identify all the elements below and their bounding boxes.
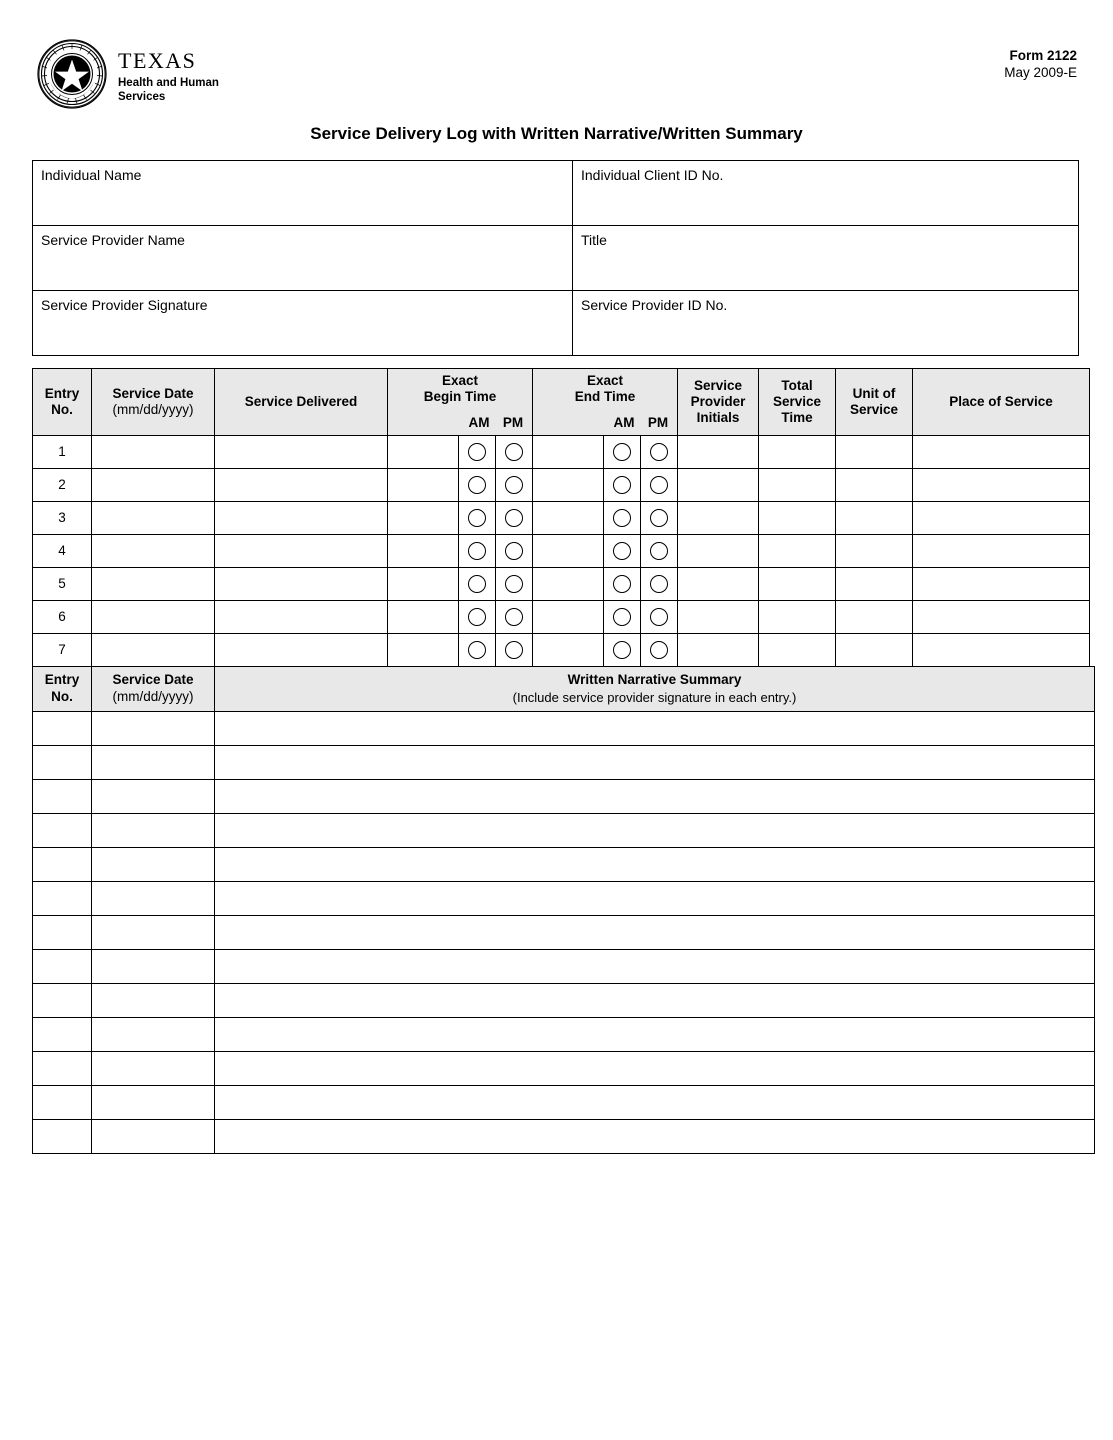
log-entry-no-cell: 2 — [33, 468, 92, 501]
agency-subname — [118, 76, 219, 105]
narrative-header-date-line1: Service Date — [112, 672, 194, 688]
log-entry-no-cell: 1 — [33, 435, 92, 468]
log-end-time-cell[interactable] — [533, 567, 678, 600]
log-begin-time-cell[interactable] — [388, 435, 533, 468]
title-label: Title — [581, 232, 607, 248]
table-row — [33, 1017, 1095, 1051]
log-place-of-service-cell[interactable] — [913, 468, 1090, 501]
log-service-date-cell[interactable] — [92, 633, 215, 666]
log-total-service-time-cell[interactable] — [759, 534, 836, 567]
narrative-entry-no-cell[interactable] — [33, 1085, 92, 1119]
radio-circle-icon — [468, 641, 486, 659]
header-entry-no-line1: Entry — [44, 385, 80, 401]
service-provider-name-label: Service Provider Name — [41, 232, 185, 248]
end-time-pm-radio[interactable] — [641, 436, 677, 468]
header-begin-am: AM — [468, 414, 490, 430]
table-row — [33, 600, 1090, 633]
table-row — [33, 711, 1095, 745]
narrative-service-date-cell[interactable] — [92, 813, 215, 847]
table-row — [33, 1085, 1095, 1119]
log-unit-of-service-cell[interactable] — [836, 435, 913, 468]
agency-subname-line2: Services — [118, 91, 166, 104]
header-begin-line2: Begin Time — [423, 388, 497, 404]
narrative-header-service-date — [92, 666, 215, 711]
log-entry-no-cell: 7 — [33, 633, 92, 666]
texas-state-seal-icon — [36, 38, 108, 110]
table-row — [33, 468, 1090, 501]
radio-circle-icon — [505, 509, 523, 527]
narrative-service-date-cell[interactable] — [92, 949, 215, 983]
log-service-date-cell[interactable] — [92, 435, 215, 468]
narrative-service-date-cell[interactable] — [92, 983, 215, 1017]
radio-circle-icon — [468, 542, 486, 560]
service-provider-signature-field[interactable] — [33, 291, 573, 356]
header-entry-no-line2: No. — [51, 401, 73, 417]
service-provider-signature-label: Service Provider Signature — [41, 297, 208, 313]
end-time-am-radio[interactable] — [604, 535, 641, 567]
log-place-of-service-cell[interactable] — [913, 633, 1090, 666]
radio-circle-icon — [650, 509, 668, 527]
radio-circle-icon — [613, 542, 631, 560]
table-row — [33, 915, 1095, 949]
individual-client-id-field[interactable] — [573, 161, 1079, 226]
narrative-service-date-cell[interactable] — [92, 1085, 215, 1119]
radio-circle-icon — [468, 575, 486, 593]
begin-time-input[interactable] — [388, 535, 459, 567]
end-time-pm-radio[interactable] — [641, 568, 677, 600]
radio-circle-icon — [650, 641, 668, 659]
narrative-summary-cell[interactable] — [215, 779, 1095, 813]
begin-time-pm-radio[interactable] — [496, 502, 532, 534]
radio-circle-icon — [613, 608, 631, 626]
title-field[interactable] — [573, 226, 1079, 291]
end-time-pm-radio[interactable] — [641, 502, 677, 534]
radio-circle-icon — [505, 443, 523, 461]
begin-time-pm-radio[interactable] — [496, 601, 532, 633]
narrative-service-date-cell[interactable] — [92, 1119, 215, 1153]
log-begin-time-cell[interactable] — [388, 633, 533, 666]
narrative-summary-cell[interactable] — [215, 983, 1095, 1017]
begin-time-pm-radio[interactable] — [496, 535, 532, 567]
narrative-entry-no-cell[interactable] — [33, 711, 92, 745]
narrative-header-summary — [215, 666, 1095, 711]
log-service-delivered-cell[interactable] — [215, 468, 388, 501]
table-row — [33, 983, 1095, 1017]
narrative-service-date-cell[interactable] — [92, 711, 215, 745]
end-time-input[interactable] — [533, 469, 604, 501]
agency-name-block — [118, 38, 219, 105]
narrative-summary-cell[interactable] — [215, 847, 1095, 881]
service-provider-id-field[interactable] — [573, 291, 1079, 356]
narrative-summary-cell[interactable] — [215, 1085, 1095, 1119]
written-narrative-table — [32, 666, 1095, 1154]
header-service-delivered: Service Delivered — [215, 369, 388, 436]
table-row — [33, 779, 1095, 813]
narrative-summary-cell[interactable] — [215, 745, 1095, 779]
header-service-provider-initials — [678, 369, 759, 436]
log-begin-time-cell[interactable] — [388, 600, 533, 633]
end-time-am-radio[interactable] — [604, 436, 641, 468]
header-end-pm: PM — [647, 414, 669, 430]
log-service-delivered-cell[interactable] — [215, 600, 388, 633]
log-total-service-time-cell[interactable] — [759, 501, 836, 534]
log-unit-of-service-cell[interactable] — [836, 633, 913, 666]
narrative-entry-no-cell[interactable] — [33, 1017, 92, 1051]
log-end-time-cell[interactable] — [533, 501, 678, 534]
end-time-pm-radio[interactable] — [641, 469, 677, 501]
log-total-service-time-cell[interactable] — [759, 468, 836, 501]
begin-time-input[interactable] — [388, 436, 459, 468]
table-row — [33, 1051, 1095, 1085]
log-unit-of-service-cell[interactable] — [836, 501, 913, 534]
log-place-of-service-cell[interactable] — [913, 435, 1090, 468]
radio-circle-icon — [505, 608, 523, 626]
table-row — [33, 847, 1095, 881]
begin-time-input[interactable] — [388, 502, 459, 534]
page-header — [32, 30, 1081, 112]
begin-time-pm-radio[interactable] — [496, 568, 532, 600]
log-service-delivered-cell[interactable] — [215, 534, 388, 567]
radio-circle-icon — [613, 476, 631, 494]
header-initials-line3: Initials — [696, 409, 740, 425]
identity-row-signature — [33, 291, 1079, 356]
table-row — [33, 813, 1095, 847]
log-end-time-cell[interactable] — [533, 600, 678, 633]
narrative-entry-no-cell[interactable] — [33, 881, 92, 915]
service-provider-name-field[interactable] — [33, 226, 573, 291]
radio-circle-icon — [650, 608, 668, 626]
header-service-date — [92, 369, 215, 436]
begin-time-pm-radio[interactable] — [496, 469, 532, 501]
narrative-header-summary-title: Written Narrative Summary — [567, 671, 742, 687]
narrative-table-body — [33, 711, 1095, 1153]
narrative-entry-no-cell[interactable] — [33, 745, 92, 779]
end-time-input[interactable] — [533, 436, 604, 468]
end-time-am-radio[interactable] — [604, 502, 641, 534]
end-time-pm-radio[interactable] — [641, 634, 677, 666]
end-time-pm-radio[interactable] — [641, 601, 677, 633]
narrative-summary-cell[interactable] — [215, 1017, 1095, 1051]
narrative-entry-no-cell[interactable] — [33, 1119, 92, 1153]
form-number: Form 2122 — [1009, 48, 1077, 63]
narrative-summary-cell[interactable] — [215, 1051, 1095, 1085]
narrative-entry-no-cell[interactable] — [33, 847, 92, 881]
narrative-summary-cell[interactable] — [215, 949, 1095, 983]
header-entry-no — [33, 369, 92, 436]
narrative-entry-no-cell[interactable] — [33, 1051, 92, 1085]
table-row — [33, 534, 1090, 567]
narrative-entry-no-cell[interactable] — [33, 983, 92, 1017]
header-service-date-format: (mm/dd/yyyy) — [112, 401, 194, 417]
narrative-entry-no-cell[interactable] — [33, 949, 92, 983]
narrative-service-date-cell[interactable] — [92, 745, 215, 779]
header-unit-line1: Unit of — [852, 385, 896, 401]
log-entry-no-cell: 6 — [33, 600, 92, 633]
log-provider-initials-cell[interactable] — [678, 501, 759, 534]
narrative-service-date-cell[interactable] — [92, 881, 215, 915]
narrative-summary-cell[interactable] — [215, 881, 1095, 915]
log-begin-time-cell[interactable] — [388, 534, 533, 567]
header-unit-line2: Service — [849, 401, 899, 417]
header-place-of-service: Place of Service — [913, 369, 1090, 436]
log-service-delivered-cell[interactable] — [215, 633, 388, 666]
log-total-service-time-cell[interactable] — [759, 633, 836, 666]
radio-circle-icon — [650, 542, 668, 560]
log-provider-initials-cell[interactable] — [678, 468, 759, 501]
narrative-entry-no-cell[interactable] — [33, 813, 92, 847]
begin-time-am-radio[interactable] — [459, 568, 496, 600]
log-total-service-time-cell[interactable] — [759, 600, 836, 633]
narrative-header-row — [33, 666, 1095, 711]
table-row — [33, 745, 1095, 779]
header-end-ampm — [535, 415, 675, 431]
page-title: Service Delivery Log with Written Narrative/Written Summary — [310, 124, 803, 143]
log-header-row — [33, 369, 1090, 436]
table-row — [33, 633, 1090, 666]
radio-circle-icon — [505, 542, 523, 560]
identity-block — [32, 160, 1079, 356]
log-end-time-cell[interactable] — [533, 534, 678, 567]
radio-circle-icon — [468, 509, 486, 527]
log-service-delivered-cell[interactable] — [215, 501, 388, 534]
log-total-service-time-cell[interactable] — [759, 435, 836, 468]
radio-circle-icon — [613, 443, 631, 461]
header-begin-ampm — [390, 415, 530, 431]
narrative-summary-cell[interactable] — [215, 813, 1095, 847]
radio-circle-icon — [650, 575, 668, 593]
radio-circle-icon — [468, 476, 486, 494]
end-time-am-radio[interactable] — [604, 634, 641, 666]
form-revision-date: May 2009-E — [1004, 65, 1077, 80]
log-provider-initials-cell[interactable] — [678, 567, 759, 600]
radio-circle-icon — [505, 641, 523, 659]
narrative-header-entry-no — [33, 666, 92, 711]
begin-time-am-radio[interactable] — [459, 601, 496, 633]
table-row — [33, 567, 1090, 600]
log-end-time-cell[interactable] — [533, 435, 678, 468]
log-place-of-service-cell[interactable] — [913, 501, 1090, 534]
header-end-line2: End Time — [574, 388, 636, 404]
log-service-delivered-cell[interactable] — [215, 567, 388, 600]
radio-circle-icon — [468, 443, 486, 461]
log-unit-of-service-cell[interactable] — [836, 468, 913, 501]
narrative-summary-cell[interactable] — [215, 915, 1095, 949]
log-total-service-time-cell[interactable] — [759, 567, 836, 600]
log-provider-initials-cell[interactable] — [678, 534, 759, 567]
log-service-date-cell[interactable] — [92, 501, 215, 534]
begin-time-am-radio[interactable] — [459, 469, 496, 501]
narrative-summary-cell[interactable] — [215, 1119, 1095, 1153]
narrative-header-entry-line1: Entry — [44, 672, 80, 688]
begin-time-am-radio[interactable] — [459, 535, 496, 567]
individual-client-id-label: Individual Client ID No. — [581, 167, 724, 183]
agency-subname-line1: Health and Human — [118, 77, 219, 89]
form-identifier — [1004, 48, 1077, 80]
radio-circle-icon — [613, 575, 631, 593]
log-service-date-cell[interactable] — [92, 600, 215, 633]
narrative-entry-no-cell[interactable] — [33, 915, 92, 949]
log-end-time-cell[interactable] — [533, 633, 678, 666]
log-service-date-cell[interactable] — [92, 468, 215, 501]
service-provider-id-label: Service Provider ID No. — [581, 297, 728, 313]
header-exact-end-time — [533, 369, 678, 436]
table-row — [33, 949, 1095, 983]
header-total-line3: Time — [781, 409, 813, 425]
individual-name-label: Individual Name — [41, 167, 142, 183]
individual-name-field[interactable] — [33, 161, 573, 226]
end-time-pm-radio[interactable] — [641, 535, 677, 567]
agency-name: TEXAS — [118, 48, 197, 73]
narrative-header-date-format: (mm/dd/yyyy) — [112, 688, 194, 704]
header-initials-line1: Service — [693, 378, 743, 393]
begin-time-input[interactable] — [388, 469, 459, 501]
begin-time-input[interactable] — [388, 634, 459, 666]
radio-circle-icon — [650, 443, 668, 461]
narrative-header-entry-line2: No. — [51, 688, 73, 704]
end-time-input[interactable] — [533, 634, 604, 666]
log-place-of-service-cell[interactable] — [913, 534, 1090, 567]
log-table-body — [33, 435, 1090, 666]
begin-time-am-radio[interactable] — [459, 502, 496, 534]
header-begin-line1: Exact — [441, 373, 479, 388]
header-exact-begin-time — [388, 369, 533, 436]
agency-branding — [36, 38, 219, 110]
log-service-date-cell[interactable] — [92, 567, 215, 600]
log-unit-of-service-cell[interactable] — [836, 567, 913, 600]
log-entry-no-cell: 5 — [33, 567, 92, 600]
radio-circle-icon — [613, 641, 631, 659]
header-unit-of-service — [836, 369, 913, 436]
log-unit-of-service-cell[interactable] — [836, 534, 913, 567]
table-row — [33, 435, 1090, 468]
narrative-header-summary-subtitle: (Include service provider signature in each entry.) — [512, 689, 797, 705]
end-time-input[interactable] — [533, 601, 604, 633]
narrative-service-date-cell[interactable] — [92, 1051, 215, 1085]
log-place-of-service-cell[interactable] — [913, 600, 1090, 633]
log-begin-time-cell[interactable] — [388, 567, 533, 600]
narrative-summary-cell[interactable] — [215, 711, 1095, 745]
header-total-line1: Total — [781, 378, 813, 393]
narrative-service-date-cell[interactable] — [92, 779, 215, 813]
end-time-am-radio[interactable] — [604, 568, 641, 600]
log-entry-no-cell: 4 — [33, 534, 92, 567]
log-begin-time-cell[interactable] — [388, 468, 533, 501]
begin-time-input[interactable] — [388, 601, 459, 633]
identity-row-provider — [33, 226, 1079, 291]
log-provider-initials-cell[interactable] — [678, 600, 759, 633]
header-service-date-line1: Service Date — [112, 385, 194, 401]
identity-row-name — [33, 161, 1079, 226]
header-end-am: AM — [613, 414, 635, 430]
begin-time-pm-radio[interactable] — [496, 634, 532, 666]
service-delivery-log-table — [32, 368, 1090, 667]
log-service-delivered-cell[interactable] — [215, 435, 388, 468]
radio-circle-icon — [650, 476, 668, 494]
end-time-am-radio[interactable] — [604, 469, 641, 501]
narrative-service-date-cell[interactable] — [92, 915, 215, 949]
begin-time-pm-radio[interactable] — [496, 436, 532, 468]
begin-time-am-radio[interactable] — [459, 634, 496, 666]
log-service-date-cell[interactable] — [92, 534, 215, 567]
log-provider-initials-cell[interactable] — [678, 435, 759, 468]
log-entry-no-cell: 3 — [33, 501, 92, 534]
header-initials-line2: Provider — [690, 393, 746, 409]
radio-circle-icon — [505, 476, 523, 494]
header-begin-pm: PM — [502, 414, 524, 430]
table-row — [33, 1119, 1095, 1153]
log-place-of-service-cell[interactable] — [913, 567, 1090, 600]
narrative-entry-no-cell[interactable] — [33, 779, 92, 813]
radio-circle-icon — [468, 608, 486, 626]
end-time-am-radio[interactable] — [604, 601, 641, 633]
log-end-time-cell[interactable] — [533, 468, 678, 501]
end-time-input[interactable] — [533, 535, 604, 567]
table-row — [33, 881, 1095, 915]
header-total-line2: Service — [772, 393, 822, 409]
header-end-line1: Exact — [586, 373, 624, 388]
narrative-service-date-cell[interactable] — [92, 847, 215, 881]
log-unit-of-service-cell[interactable] — [836, 600, 913, 633]
radio-circle-icon — [613, 509, 631, 527]
begin-time-input[interactable] — [388, 568, 459, 600]
radio-circle-icon — [505, 575, 523, 593]
log-provider-initials-cell[interactable] — [678, 633, 759, 666]
narrative-service-date-cell[interactable] — [92, 1017, 215, 1051]
end-time-input[interactable] — [533, 502, 604, 534]
table-row — [33, 501, 1090, 534]
end-time-input[interactable] — [533, 568, 604, 600]
begin-time-am-radio[interactable] — [459, 436, 496, 468]
log-begin-time-cell[interactable] — [388, 501, 533, 534]
header-total-service-time — [759, 369, 836, 436]
